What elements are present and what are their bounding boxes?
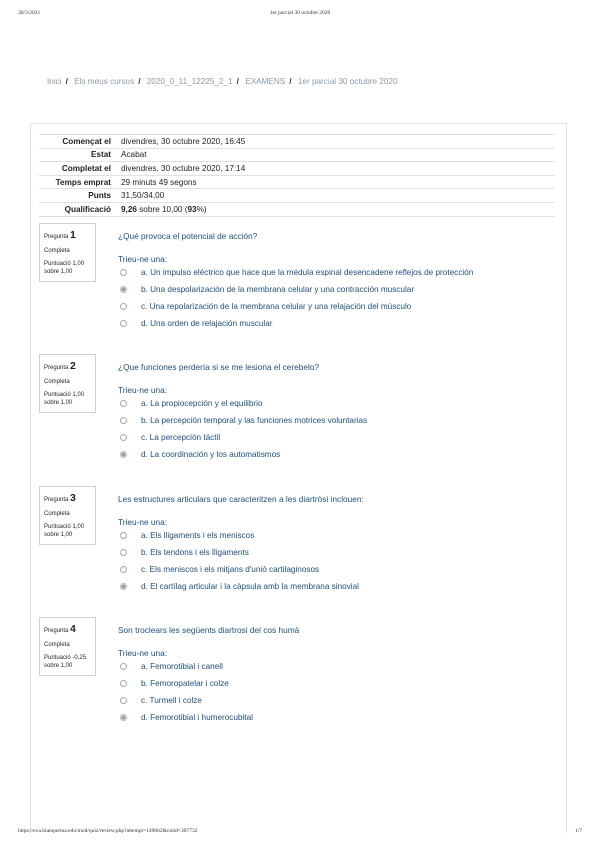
question-number-label: Pregunta: [44, 628, 69, 634]
question-number-label: Pregunta: [44, 365, 69, 371]
question-info-box: [39, 223, 96, 282]
summary-value: divendres, 30 octubre 2020, 17:14: [121, 163, 246, 173]
content-region: [30, 123, 567, 833]
question-number: 3: [70, 492, 76, 504]
radio-button-selected[interactable]: [120, 286, 127, 293]
summary-label: Temps emprat: [55, 177, 111, 187]
answer-label: a. Un impulso eléctrico que hace que la médula espinal desencadene reflejos de protección: [141, 268, 474, 277]
summary-value: 29 minuts 49 segons: [121, 177, 197, 187]
answer-prompt: Trieu-ne una:: [118, 385, 168, 395]
question-number-label: Pregunta: [44, 234, 69, 240]
breadcrumb-quiz-link[interactable]: 1er parcial 30 octubre 2020: [297, 77, 398, 86]
print-url: https://eva.blanquerna.edu/mod/quiz/review.php?attempt=149662&cmid=307732: [18, 828, 198, 834]
radio-button-selected[interactable]: [120, 451, 127, 458]
grade-suffix: %): [196, 204, 207, 214]
question-text: Les estructures articulars que caracteritzen a les diartròsi inclouen:: [118, 494, 364, 504]
breadcrumb-separator: /: [236, 77, 239, 86]
question-state: Completa: [44, 248, 70, 255]
answer-label: b. Una despolarización de la membrana celular y una contracción muscular: [141, 285, 415, 294]
print-page-number: 1/7: [574, 828, 582, 834]
radio-button[interactable]: [120, 532, 127, 539]
question-grade: Puntuació -0,25 sobre 1,00: [44, 655, 87, 670]
summary-row-grade: [39, 202, 555, 216]
answer-label: b. Femoropatelar i colze: [141, 679, 229, 688]
question-number: 4: [70, 623, 76, 635]
radio-button[interactable]: [120, 663, 127, 670]
question-info-box: [39, 486, 96, 545]
answer-label: d. Una orden de relajación muscular: [141, 319, 273, 328]
answer-label: a. Femorotibial i canell: [141, 662, 223, 671]
breadcrumb-separator: /: [138, 77, 141, 86]
attempt-summary-table: [39, 134, 555, 217]
question-info-box: [39, 354, 96, 413]
summary-value: 31,50/34,00: [121, 191, 165, 201]
radio-button[interactable]: [120, 303, 127, 310]
radio-button[interactable]: [120, 549, 127, 556]
question-grade: Puntuació 1,00 sobre 1,00: [44, 261, 85, 276]
answer-label: c. Una repolarización de la membrana celular y una relajación del músculo: [141, 302, 412, 311]
answer-label: c. La percepción táctil: [141, 433, 221, 442]
radio-button[interactable]: [120, 434, 127, 441]
question-grade: Puntuació 1,00 sobre 1,00: [44, 392, 85, 407]
breadcrumb: [47, 77, 398, 86]
summary-row-state: [39, 148, 555, 162]
breadcrumb-course-link[interactable]: 2020_0_11_12225_2_1: [146, 77, 233, 86]
print-header: [18, 10, 582, 20]
summary-label: Qualificació: [64, 204, 111, 214]
answer-label: d. El cartílag articular i la càpsula amb la membrana sinovial: [141, 582, 359, 591]
summary-row-time-taken: [39, 175, 555, 189]
answer-prompt: Trieu-ne una:: [118, 648, 168, 658]
breadcrumb-separator: /: [65, 77, 68, 86]
breadcrumb-section-link[interactable]: EXAMENS: [245, 77, 286, 86]
summary-value: divendres, 30 octubre 2020, 16:45: [121, 136, 246, 146]
answer-label: c. Turmell i colze: [141, 696, 202, 705]
question-state: Completa: [44, 511, 70, 518]
summary-row-marks: [39, 189, 555, 203]
answer-label: b. Els tendons i els lligaments: [141, 548, 249, 557]
grade-value: 9,26: [121, 204, 137, 214]
answer-label: d. Femorotibial i humerocubital: [141, 713, 253, 722]
breadcrumb-home-link[interactable]: Inici: [47, 77, 62, 86]
summary-row-completed: [39, 162, 555, 176]
question-number: 1: [70, 229, 76, 241]
breadcrumb-my-courses-link[interactable]: Els meus cursos: [74, 77, 135, 86]
summary-label: Començat el: [62, 136, 111, 146]
question-text: ¿Qué provoca el potencial de acción?: [118, 231, 258, 241]
radio-button[interactable]: [120, 417, 127, 424]
answer-label: c. Els meniscos i els mitjans d'unió cartilaginosos: [141, 565, 320, 574]
print-footer: [18, 828, 582, 838]
breadcrumb-separator: /: [289, 77, 292, 86]
radio-button[interactable]: [120, 269, 127, 276]
grade-percent: 93: [187, 204, 197, 214]
answer-prompt: Trieu-ne una:: [118, 517, 168, 527]
summary-row-started: [39, 135, 555, 149]
summary-label: Estat: [90, 150, 111, 160]
print-title: 1er parcial 30 octubre 2020: [269, 10, 331, 16]
radio-button[interactable]: [120, 400, 127, 407]
answer-label: a. Els lligaments i els meniscos: [141, 531, 255, 540]
summary-label: Punts: [88, 191, 111, 201]
summary-label: Completat el: [61, 163, 111, 173]
radio-button[interactable]: [120, 680, 127, 687]
summary-value: [115, 202, 555, 216]
radio-button[interactable]: [120, 697, 127, 704]
question-text: ¿Que funciones perdería si se me lesiona el cerebelo?: [118, 362, 320, 372]
radio-button-selected[interactable]: [120, 714, 127, 721]
radio-button-selected[interactable]: [120, 583, 127, 590]
question-info-box: [39, 617, 96, 676]
question-number-label: Pregunta: [44, 497, 69, 503]
print-date: 30/3/2021: [18, 10, 41, 16]
grade-out-of: sobre 10,00 (: [136, 204, 188, 214]
question-grade: Puntuació 1,00 sobre 1,00: [44, 524, 85, 539]
answer-label: a. La propiocepción y el equilibrio: [141, 399, 263, 408]
summary-value: Acabat: [121, 150, 147, 160]
answer-label: d. La coordinación y los automatismos: [141, 450, 281, 459]
question-state: Completa: [44, 642, 70, 649]
question-state: Completa: [44, 379, 70, 386]
question-text: Son troclears les següents diartrosi del cos humà: [118, 625, 300, 635]
radio-button[interactable]: [120, 320, 127, 327]
answer-prompt: Trieu-ne una:: [118, 254, 168, 264]
question-number: 2: [70, 360, 76, 372]
radio-button[interactable]: [120, 566, 127, 573]
answer-label: b. La percepción temporal y las funciones motrices voluntarias: [141, 416, 368, 425]
